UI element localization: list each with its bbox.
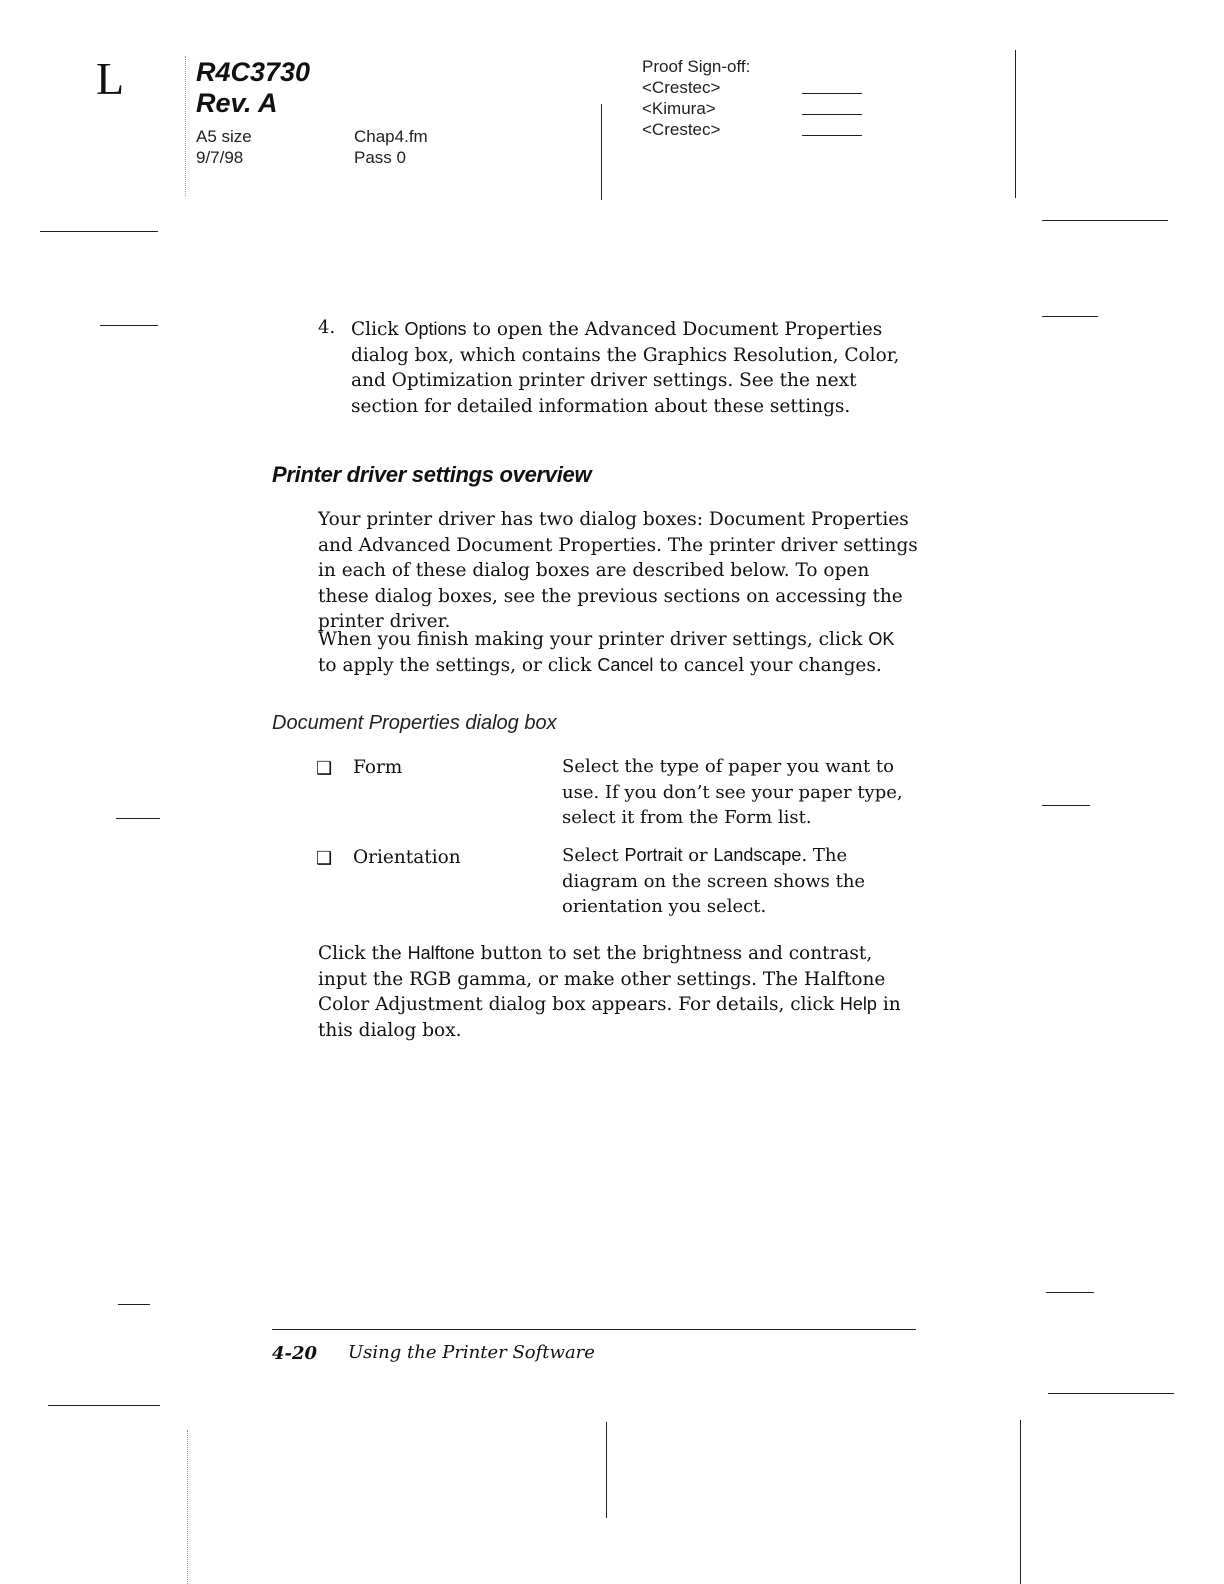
intro-paragraph: Your printer driver has two dialog boxes: Document Properties and Advanced Document Properties. The printer driver settings in each of these dialog boxes are described below. To open these dialog boxes, see the previous sections on accessing the printer driver. <box>318 509 918 632</box>
crop-mark <box>116 818 160 819</box>
date: 9/7/98 <box>196 148 244 167</box>
chapter-title: Using the Printer Software <box>348 1342 595 1363</box>
section-heading: Printer driver settings overview <box>272 462 592 487</box>
footer-rule <box>272 1329 916 1330</box>
crop-mark <box>1015 50 1016 198</box>
pass-number: Pass 0 <box>354 148 406 167</box>
signoff-line <box>802 93 862 94</box>
setting-term-orientation: Orientation <box>353 847 461 868</box>
file-name: Chap4.fm <box>354 127 428 146</box>
dotted-guide <box>185 56 186 196</box>
corner-letter: L <box>96 53 125 104</box>
ok-label: OK <box>868 629 895 649</box>
step-text: Click Options to open the Advanced Document Properties dialog box, which contains the Graphics Resolution, Color, and Optimization printer driver settings. See the next section for detailed information about these settings. <box>351 319 900 417</box>
checkbox-bullet-icon: ❑ <box>316 848 333 869</box>
crop-mark <box>118 1304 150 1305</box>
crop-mark <box>48 1405 160 1406</box>
crop-mark <box>601 104 602 200</box>
proof-name: <Crestec> <box>642 78 721 97</box>
document-code: R4C3730 <box>196 57 311 87</box>
finish-paragraph: When you finish making your printer driver settings, click OK to apply the settings, or click Cancel to cancel your changes. <box>318 629 895 676</box>
halftone-label: Halftone <box>407 943 475 963</box>
landscape-label: Landscape <box>713 845 802 865</box>
crop-mark <box>100 325 158 326</box>
page-number: 4-20 <box>272 1343 318 1364</box>
proof-title: Proof Sign-off: <box>642 57 751 76</box>
proof-name: <Kimura> <box>642 99 716 118</box>
setting-term-form: Form <box>353 757 403 778</box>
crop-mark <box>1020 1420 1021 1584</box>
crop-mark <box>1048 1393 1174 1394</box>
crop-mark <box>1042 805 1090 806</box>
proof-name: <Crestec> <box>642 120 721 139</box>
revision: Rev. A <box>196 88 278 118</box>
subsection-heading: Document Properties dialog box <box>272 712 557 734</box>
step-number: 4. <box>318 317 336 338</box>
signoff-line <box>802 135 862 136</box>
cancel-label: Cancel <box>597 654 654 675</box>
setting-desc-form: Select the type of paper you want to use. If you don’t see your paper type, select it from the Form list. <box>562 756 903 828</box>
proof-signoff <box>642 56 750 140</box>
crop-mark <box>1042 220 1168 221</box>
signoff-line <box>802 114 862 115</box>
dotted-guide <box>187 1430 188 1584</box>
crop-mark <box>1042 316 1098 317</box>
portrait-label: Portrait <box>624 845 683 865</box>
crop-mark <box>606 1422 607 1518</box>
checkbox-bullet-icon: ❑ <box>316 758 333 779</box>
setting-desc-orientation: Select Portrait or Landscape. The diagram on the screen shows the orientation you select. <box>562 845 866 917</box>
crop-mark <box>1046 1292 1094 1293</box>
options-label: Options <box>404 319 467 339</box>
crop-mark <box>40 231 158 232</box>
halftone-paragraph: Click the Halftone button to set the brightness and contrast, input the RGB gamma, or make other settings. The Halftone Color Adjustment dialog box appears. For details, click Help in this dialog box. <box>318 943 901 1041</box>
document-code-block <box>196 57 310 119</box>
help-label: Help <box>839 994 877 1014</box>
page-size: A5 size <box>196 127 252 146</box>
